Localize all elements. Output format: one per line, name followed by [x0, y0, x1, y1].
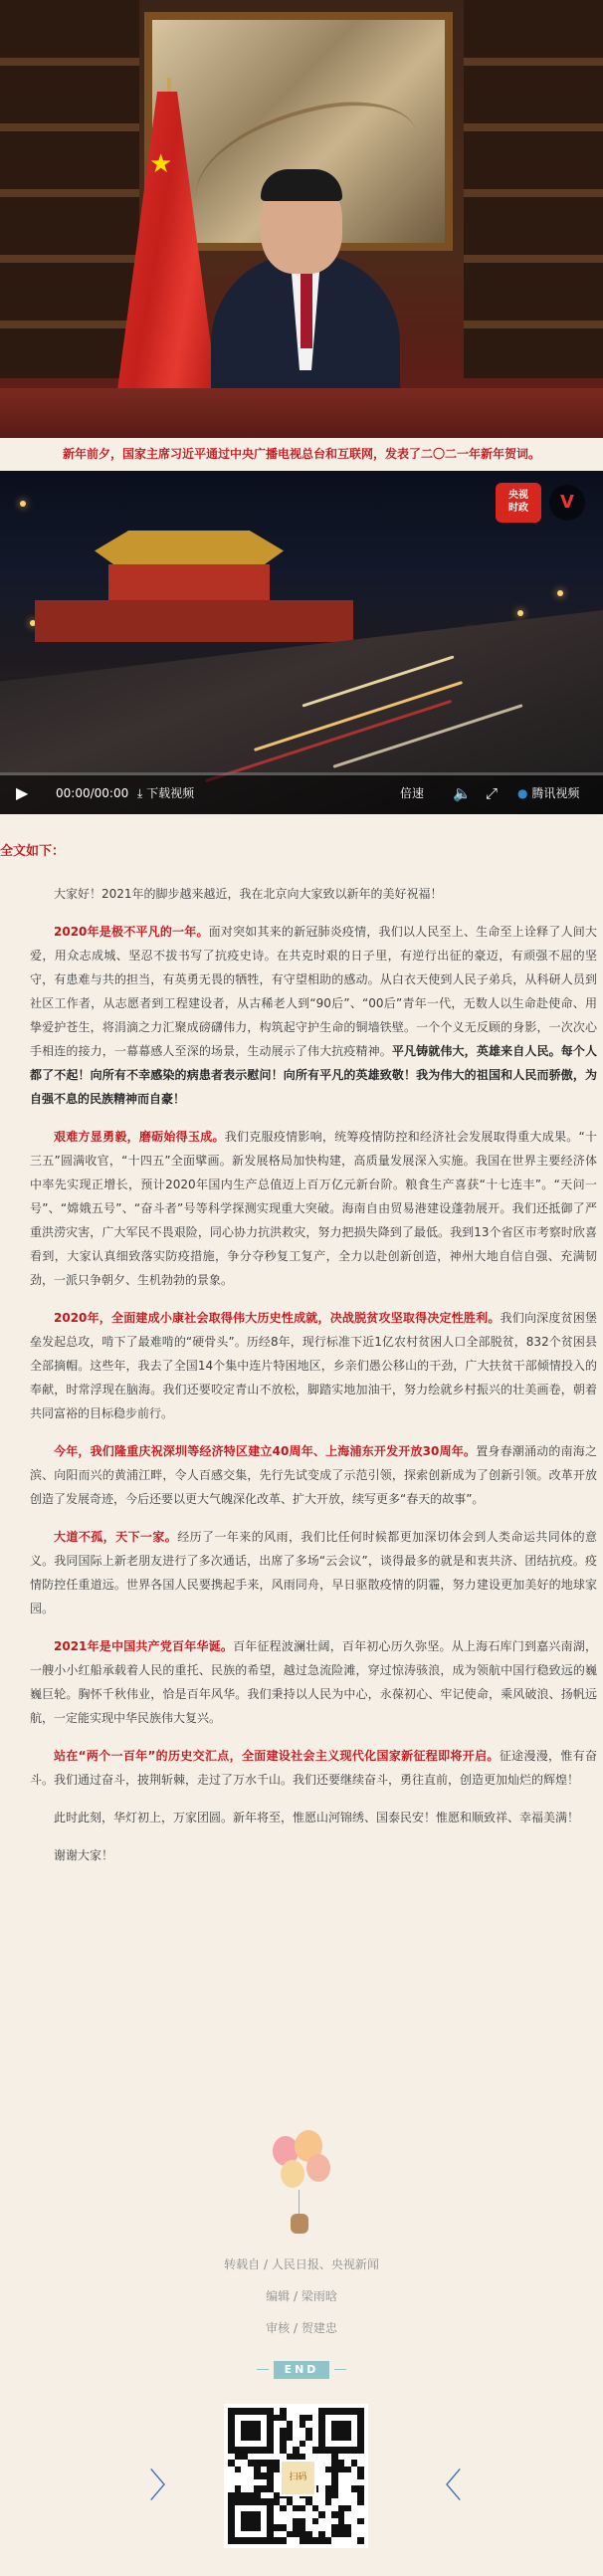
cctv-politics-badge — [496, 483, 541, 523]
qr-center-logo: 扫码 — [280, 2460, 316, 2496]
chevron-right-icon[interactable]: 〉 — [149, 2467, 183, 2506]
section-title: 全文如下： — [0, 844, 66, 859]
paragraph-6-lead: 大道不孤，天下一家。 — [54, 1530, 178, 1544]
paragraph-6-text: 经历了一年来的风雨，我们比任何时候都更加深切体会到人类命运共同体的意义。我同国际上新老朋友进行了多次通话，出席了多场“云会议”，谈得最多的就是和衷共济、团结抗疫。疫情防控任重道远。世界各国人民要携起手来，风雨同舟，早日驱散疫情的阴霾，努力建设更加美好的地球家园。 — [30, 1530, 597, 1615]
provider-label: 腾讯视频 — [531, 786, 580, 800]
article-body — [30, 882, 597, 1881]
balloons-illustration — [267, 2130, 336, 2240]
paragraph-4 — [30, 1306, 597, 1425]
tencent-video-logo[interactable] — [517, 772, 579, 814]
qr-module — [357, 2537, 364, 2544]
source-credit: 转载自 / 人民日报、央视新闻 — [224, 2257, 379, 2271]
tencent-video-icon: ● — [517, 786, 528, 800]
badge-line1: 央视 — [508, 490, 528, 501]
volume-icon[interactable]: 🔈 — [453, 784, 472, 802]
photo-caption: 新年前夕，国家主席习近平通过中央广播电视总台和互联网，发表了二〇二一年新年贺词。 — [62, 447, 540, 461]
paragraph-8 — [30, 1744, 597, 1792]
download-icon: ⤓ — [137, 786, 143, 800]
paragraph-3-text: 我们克服疫情影响，统筹疫情防控和经济社会发展取得重大成果。“十三五”圆满收官，“十四五”全面擘画。新发展格局加快构建，高质量发展深入实施。我国在世界主要经济体中率先实现正增长，预计2020年国内生产总值迈上百万亿元新台阶。粮食生产喜获“十七连丰”。“天问一号”、“嫦娥五号”、“奋斗者”号等科学探测实现重大突破。海南自由贸易港建设蓬勃展开。我们还抵御了严重洪涝灾害，广大军民不畏艰险，同心协力抗洪救灾，努力把损失降到了最低。我到13个省区市考察时欣喜看到，大家认真细致落实防疫措施，争分夺秒复工复产，全力以赴创新创造，神州大地自信自强、充满韧劲，一派只争朝夕、生机勃勃的景象。 — [30, 1130, 597, 1287]
video-controls — [0, 772, 603, 814]
play-icon[interactable]: ▶ — [16, 783, 29, 802]
paragraph-9: 此时此刻，华灯初上，万家团圆。新年将至，惟愿山河锦绣、国泰民安！惟愿和顺致祥、幸福美满！ — [54, 1811, 580, 1825]
paragraph-8-text: 征途漫漫，惟有奋斗。我们通过奋斗，披荆斩棘，走过了万水千山。我们还要继续奋斗，勇往直前，创造更加灿烂的辉煌！ — [30, 1749, 597, 1787]
paragraph-5-lead: 今年，我们隆重庆祝深圳等经济特区建立40周年、上海浦东开发开放30周年。 — [54, 1444, 477, 1458]
fullscreen-icon[interactable]: ⤢ — [486, 784, 499, 802]
download-label: 下载视频 — [146, 786, 195, 800]
paragraph-4-lead: 2020年，全面建成小康社会取得伟大历史性成就，决战脱贫攻坚取得决定性胜利。 — [54, 1311, 501, 1325]
tiananmen-gate — [95, 531, 284, 630]
paragraph-2-text: 面对突如其来的新冠肺炎疫情，我们以人民至上、生命至上诠释了人间大爱，用众志成城、坚忍不拔书写了抗疫史诗。在共克时艰的日子里，有逆行出征的豪迈，有顽强不屈的坚守，有患难与共的担当，有英勇无畏的牺牲，有守望相助的感动。从白衣天使到人民子弟兵，从科研人员到社区工作者，从志愿者到工程建设者，从古稀老人到“90后”、“00后”青年一代，无数人以生命赴使命、用挚爱护苍生，将涓滴之力汇聚成磅礴伟力，构筑起守护生命的铜墙铁壁。一个个义无反顾的身影，一次次心手相连的接力，一幕幕感人至深的场景，生动展示了伟大抗疫精神。 — [30, 925, 597, 1058]
bookshelf-left — [0, 0, 139, 378]
paragraph-3-lead: 艰难方显勇毅，磨砺始得玉成。 — [54, 1130, 225, 1144]
paragraph-3 — [30, 1125, 597, 1292]
paragraph-7-text: 百年征程波澜壮阔，百年初心历久弥坚。从上海石库门到嘉兴南湖，一艘小小红船承载着人民的重托、民族的希望，越过急流险滩，穿过惊涛骇浪，成为领航中国行稳致远的巍巍巨轮。胸怀千秋伟业，恰是百年风华。我们秉持以人民为中心，永葆初心、牢记使命，乘风破浪、扬帆远航，一定能实现中华民族伟大复兴。 — [30, 1639, 597, 1725]
reviewer-credit: 审核 / 贺建忠 — [266, 2321, 337, 2335]
badge-line2: 时政 — [508, 503, 528, 514]
end-line-left — [257, 2369, 269, 2370]
flag-star-icon: ★ — [149, 149, 173, 179]
end-badge: END — [274, 2361, 329, 2379]
chevron-left-icon[interactable]: 〈 — [428, 2467, 462, 2506]
paragraph-7-lead: 2021年是中国共产党百年华诞。 — [54, 1639, 234, 1653]
paragraph-5 — [30, 1439, 597, 1511]
desk — [0, 388, 603, 438]
paragraph-10: 谢谢大家！ — [54, 1848, 114, 1862]
paragraph-2 — [30, 920, 597, 1111]
bookshelf-right — [464, 0, 603, 378]
playback-speed-button[interactable]: 倍速 — [400, 786, 425, 800]
download-video-button[interactable] — [137, 772, 194, 814]
video-time: 00:00/00:00 — [56, 786, 129, 800]
paragraph-8-lead: 站在“两个一百年”的历史交汇点，全面建设社会主义现代化国家新征程即将开启。 — [54, 1749, 500, 1763]
speaker-tie — [301, 269, 312, 348]
paragraph-5-text: 置身春潮涌动的南海之滨、向阳而兴的黄浦江畔，令人百感交集，先行先试变成了示范引领，探索创新成为了创新引领。改革开放创造了发展奇迹，今后还要以更大气魄深化改革、扩大开放，续写更多“春天的故事”。 — [30, 1444, 597, 1506]
editor-credit: 编辑 / 梁雨晗 — [266, 2289, 337, 2303]
end-line-right — [334, 2369, 346, 2370]
paragraph-2-bold: 平凡铸就伟大，英雄来自人民。每个人都了不起！向所有不幸感染的病患者表示慰问！向所有平凡的英雄致敬！我为伟大的祖国和人民而骄傲，为自强不息的民族精神而自豪！ — [30, 1044, 597, 1106]
speaker-hair — [261, 169, 342, 201]
paragraph-6 — [30, 1525, 597, 1620]
paragraph-7 — [30, 1634, 597, 1730]
paragraph-4-text: 我们向深度贫困堡垒发起总攻，啃下了最难啃的“硬骨头”。历经8年，现行标准下近1亿农村贫困人口全部脱贫，832个贫困县全部摘帽。这些年，我去了全国14个集中连片特困地区，乡亲们愚公移山的干劲，广大扶贫干部倾情投入的奉献，时常浮现在脑海。我们还要咬定青山不放松，脚踏实地加油干，努力绘就乡村振兴的壮美画卷，朝着共同富裕的目标稳步前行。 — [30, 1311, 597, 1420]
new-year-address-photo — [0, 0, 603, 438]
paragraph-2-lead: 2020年是极不平凡的一年。 — [54, 925, 209, 939]
qr-code — [224, 2404, 368, 2548]
channel-v-logo: V — [549, 485, 585, 521]
video-player[interactable] — [0, 471, 603, 814]
paragraph-1: 大家好！2021年的脚步越来越近，我在北京向大家致以新年的美好祝福！ — [54, 887, 443, 901]
